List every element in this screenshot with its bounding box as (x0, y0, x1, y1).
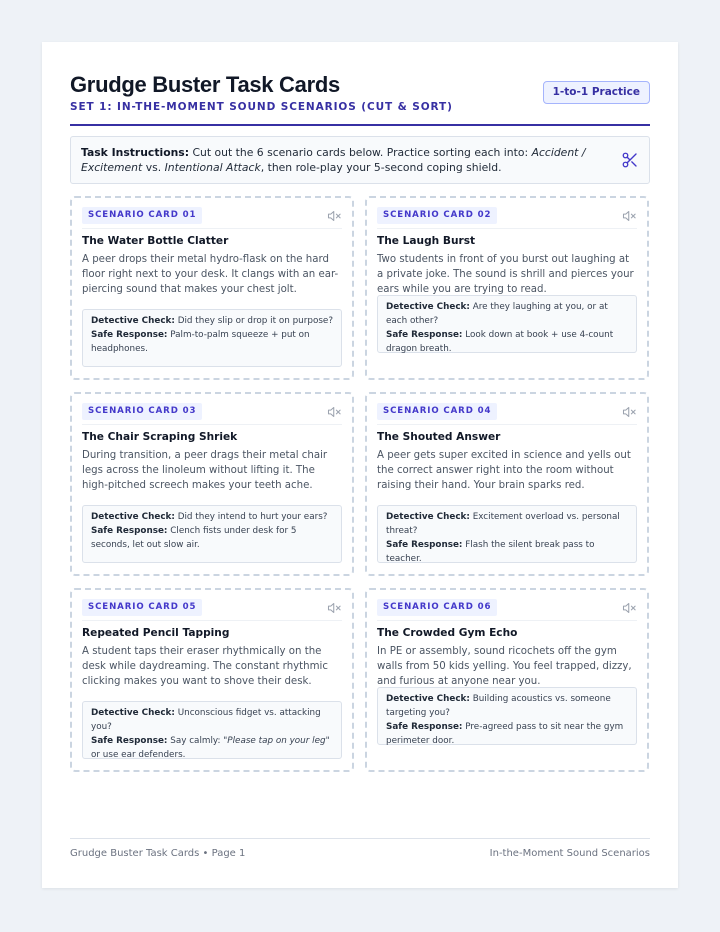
scenario-description: During transition, a peer drags their metal chair legs across the linoleum without lifting it. The high-pitched screech makes your teeth ache. (82, 450, 328, 491)
detective-check-label: Detective Check: (386, 512, 470, 522)
safe-response-quote: "Please tap on your leg" (223, 736, 330, 746)
scenario-card-tag: SCENARIO CARD 02 (377, 207, 497, 224)
detective-check (91, 314, 333, 328)
detective-check-label: Detective Check: (91, 512, 175, 522)
footer-divider (70, 838, 650, 839)
safe-response-label: Safe Response: (386, 722, 463, 732)
card-divider (82, 228, 342, 229)
instructions-text-1: Cut out the 6 scenario cards below. Practice sorting each into: (189, 146, 532, 159)
detective-check (386, 300, 628, 328)
card-divider (82, 620, 342, 621)
detective-check-text: Unconscious fidget vs. attacking you? (91, 708, 321, 732)
safe-response-text: Flash the silent break pass to teacher. (386, 540, 595, 564)
safe-response-label: Safe Response: (386, 330, 463, 340)
scenario-card-05 (70, 588, 354, 772)
scenario-card-03 (70, 392, 354, 576)
detective-check-text: Excitement overload vs. personal threat? (386, 512, 620, 536)
safe-response-text: Say calmly: (167, 736, 224, 746)
instructions-text-3: , then role-play your 5-second coping shield. (260, 161, 502, 174)
muted-speaker-icon (327, 406, 342, 418)
scenario-description: A student taps their eraser rhythmically on the desk while daydreaming. The constant rhythmic clicking makes you want to shove their desk. (82, 646, 328, 687)
header-divider (70, 124, 650, 126)
safe-response-text: Look down at book + use 4-count dragon breath. (386, 330, 614, 354)
scenario-card-tag: SCENARIO CARD 03 (82, 403, 202, 420)
instructions-category-1: Accident / Excitement (81, 146, 586, 174)
task-instructions (70, 136, 650, 184)
card-divider (377, 424, 637, 425)
detective-check-text: Did they intend to hurt your ears? (174, 512, 328, 522)
scenario-description: In PE or assembly, sound ricochets off the gym walls from 50 kids yelling. You feel trapped, dizzy, and furious at anyone near you. (377, 646, 632, 687)
detective-check-label: Detective Check: (386, 302, 470, 312)
scenario-description: A peer drops their metal hydro-flask on the hard floor right next to your desk. It clangs with an ear-piercing sound that makes your chest jolt. (82, 254, 339, 295)
scenario-description: Two students in front of you burst out laughing at a private joke. The sound is shrill and pierces your ears while you are trying to read. (377, 254, 634, 295)
instructions-text-2: vs. (142, 161, 165, 174)
safe-response-label: Safe Response: (91, 736, 168, 746)
card-divider (82, 424, 342, 425)
safe-response-text: Pre-agreed pass to sit near the gym perimeter door. (386, 722, 624, 746)
detective-box (377, 687, 637, 745)
safe-response-text: Palm-to-palm squeeze + put on headphones. (91, 330, 310, 354)
detective-box (377, 295, 637, 353)
safe-response-text-end: or use ear defenders. (91, 750, 186, 760)
scissors-icon (621, 151, 639, 169)
safe-response (91, 328, 333, 356)
safe-response (386, 328, 628, 356)
safe-response-label: Safe Response: (386, 540, 463, 550)
scenario-card-tag: SCENARIO CARD 01 (82, 207, 202, 224)
muted-speaker-icon (622, 210, 637, 222)
muted-speaker-icon (622, 406, 637, 418)
muted-speaker-icon (622, 602, 637, 614)
safe-response (386, 720, 628, 748)
detective-check-label: Detective Check: (91, 708, 175, 718)
scenario-title: The Shouted Answer (377, 431, 501, 443)
card-divider (377, 228, 637, 229)
instructions-category-2: Intentional Attack (164, 161, 261, 174)
page-header (70, 72, 650, 114)
scenario-card-04 (365, 392, 649, 576)
detective-box (82, 701, 342, 759)
safe-response (386, 538, 628, 566)
scenario-card-tag: SCENARIO CARD 06 (377, 599, 497, 616)
detective-check-text: Did they slip or drop it on purpose? (174, 316, 334, 326)
page-subtitle: SET 1: IN-THE-MOMENT SOUND SCENARIOS (CUT & SORT) (70, 101, 453, 113)
safe-response-text: Clench fists under desk for 5 seconds, let out slow air. (91, 526, 297, 550)
detective-check-label: Detective Check: (91, 316, 175, 326)
footer-section-label: In-the-Moment Sound Scenarios (489, 848, 650, 859)
detective-box (82, 505, 342, 563)
detective-check (386, 510, 628, 538)
detective-box (82, 309, 342, 367)
detective-box (377, 505, 637, 563)
scenario-description: A peer gets super excited in science and yells out the correct answer right into the room without raising their hand. Your brain sparks red. (377, 450, 631, 491)
scenario-title: Repeated Pencil Tapping (82, 627, 230, 639)
instructions-label: Task Instructions: (81, 146, 190, 159)
detective-check (91, 706, 333, 734)
muted-speaker-icon (327, 602, 342, 614)
safe-response-label: Safe Response: (91, 330, 168, 340)
safe-response-label: Safe Response: (91, 526, 168, 536)
detective-check (91, 510, 333, 524)
scenario-title: The Laugh Burst (377, 235, 476, 247)
scenario-card-tag: SCENARIO CARD 05 (82, 599, 202, 616)
muted-speaker-icon (327, 210, 342, 222)
detective-check-label: Detective Check: (386, 694, 470, 704)
scenario-card-02 (365, 196, 649, 380)
safe-response (91, 734, 333, 762)
card-divider (377, 620, 637, 621)
practice-badge: 1-to-1 Practice (543, 81, 650, 104)
scenario-title: The Crowded Gym Echo (377, 627, 518, 639)
scenario-card-tag: SCENARIO CARD 04 (377, 403, 497, 420)
detective-check-text: Are they laughing at you, or at each other? (386, 302, 608, 326)
scenario-card-01 (70, 196, 354, 380)
page-title: Grudge Buster Task Cards (70, 72, 340, 97)
worksheet-page (42, 42, 678, 888)
scenario-card-06 (365, 588, 649, 772)
safe-response (91, 524, 333, 552)
scenario-title: The Chair Scraping Shriek (82, 431, 238, 443)
scenario-title: The Water Bottle Clatter (82, 235, 229, 247)
footer-page-label: Grudge Buster Task Cards • Page 1 (70, 848, 246, 859)
detective-check (386, 692, 628, 720)
detective-check-text: Building acoustics vs. someone targeting you? (386, 694, 611, 718)
